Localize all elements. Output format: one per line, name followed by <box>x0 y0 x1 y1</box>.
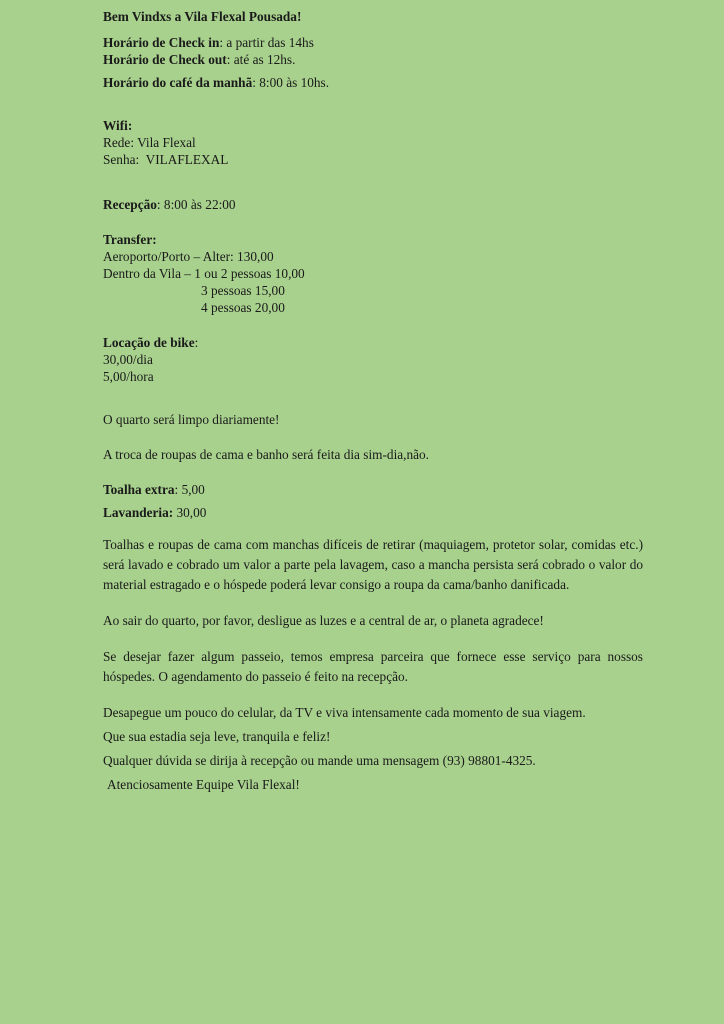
stains-paragraph: Toalhas e roupas de cama com manchas difíceis de retirar (maquiagem, protetor solar, comidas etc.) será lavado e cobrado um valor a parte pela lavagem, caso a mancha persista será cobrado o valor do material estragado e o hóspede poderá levar consigo a roupa da cama/banho danificada. <box>103 537 643 592</box>
transfer-line: Aeroporto/Porto – Alter: 130,00 <box>103 249 274 264</box>
linen-note: A troca de roupas de cama e banho será feita dia sim-dia,não. <box>103 447 430 462</box>
transfer-line: 4 pessoas 20,00 <box>201 300 285 315</box>
checkin-label: Horário de Check in <box>103 35 220 50</box>
checkout-label: Horário de Check out <box>103 52 227 67</box>
breakfast-label: Horário do café da manhã <box>103 75 253 90</box>
laundry-label: Lavanderia: <box>103 505 174 520</box>
towel-value: : 5,00 <box>174 482 205 497</box>
checkin-value: : a partir das 14hs <box>219 35 314 50</box>
unplug-paragraph: Desapegue um pouco do celular, da TV e viva intensamente cada momento de sua viagem. <box>103 705 586 720</box>
document-title: Bem Vindxs a Vila Flexal Pousada! <box>103 9 302 24</box>
laundry-value: 30,00 <box>173 505 207 520</box>
bike-day-price: 30,00/dia <box>103 352 153 367</box>
checkin-line <box>103 34 643 51</box>
wish-paragraph: Que sua estadia seja leve, tranquila e feliz! <box>103 729 331 744</box>
transfer-heading: Transfer: <box>103 232 157 247</box>
reception-label: Recepção <box>103 197 157 212</box>
breakfast-line <box>103 74 643 91</box>
checkout-value: : até as 12hs. <box>226 52 296 67</box>
wifi-password: Senha: VILAFLEXAL <box>103 152 229 167</box>
contact-paragraph: Qualquer dúvida se dirija à recepção ou mande uma mensagem (93) 98801-4325. <box>103 753 536 768</box>
tours-paragraph: Se desejar fazer algum passeio, temos empresa parceira que fornece esse serviço para nossos hóspedes. O agendamento do passeio é feito na recepção. <box>103 649 643 684</box>
checkout-line <box>103 51 643 68</box>
bike-heading: Locação de bike <box>103 335 195 350</box>
reception-line <box>103 196 643 213</box>
signoff: Atenciosamente Equipe Vila Flexal! <box>107 777 300 792</box>
welcome-document <box>103 8 643 795</box>
towel-line <box>103 481 643 498</box>
wifi-heading: Wifi: <box>103 118 133 133</box>
towel-label: Toalha extra <box>103 482 175 497</box>
energy-paragraph: Ao sair do quarto, por favor, desligue as luzes e a central de ar, o planeta agradece! <box>103 613 544 628</box>
wifi-network: Rede: Vila Flexal <box>103 135 196 150</box>
bike-hour-price: 5,00/hora <box>103 369 154 384</box>
breakfast-value: : 8:00 às 10hs. <box>252 75 330 90</box>
reception-value: : 8:00 às 22:00 <box>156 197 236 212</box>
transfer-line: 3 pessoas 15,00 <box>201 283 285 298</box>
laundry-line <box>103 504 643 521</box>
bike-heading-line <box>103 334 643 351</box>
bike-heading-suffix: : <box>194 335 199 350</box>
transfer-line: Dentro da Vila – 1 ou 2 pessoas 10,00 <box>103 266 305 281</box>
cleaning-note: O quarto será limpo diariamente! <box>103 412 280 427</box>
